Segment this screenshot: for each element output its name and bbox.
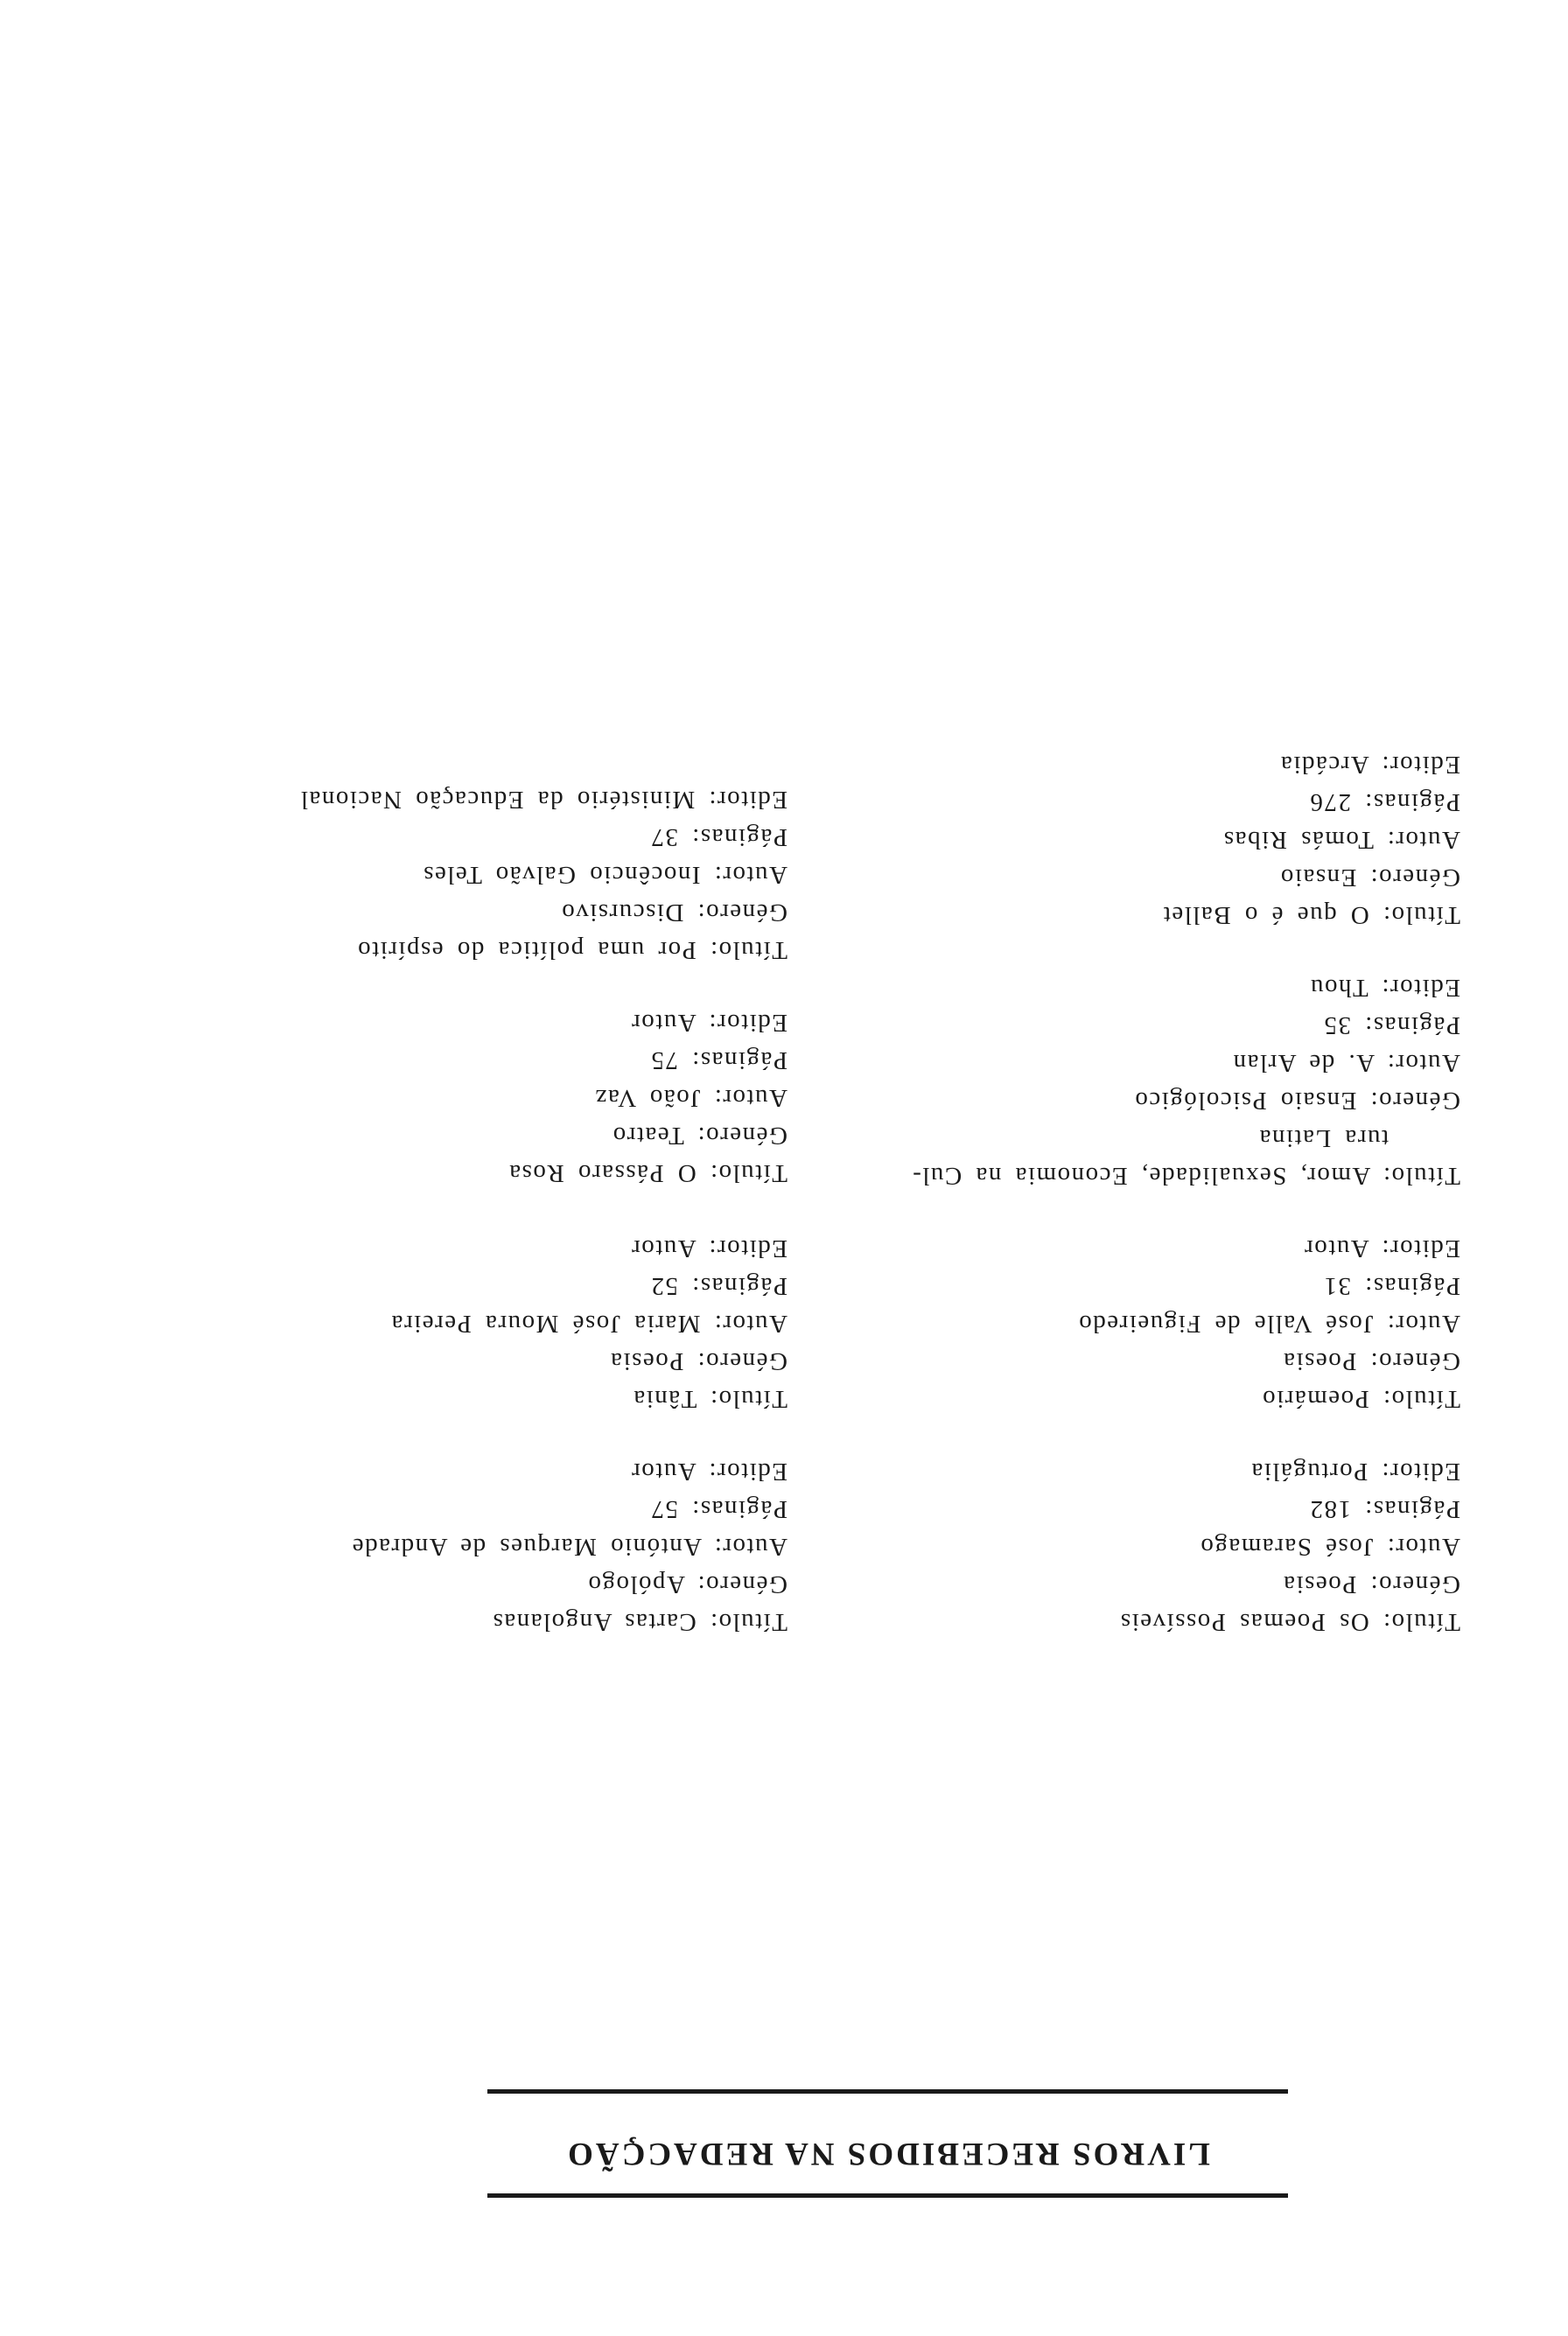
genre-line: Género: Poesia (1282, 1570, 1460, 1598)
book-entry (140, 1452, 788, 1640)
author-line: Autor: Inocêncio Galvão Teles (422, 861, 788, 889)
author-line: Autor: Tomás Ribas (1222, 826, 1460, 854)
book-entry (813, 1452, 1460, 1640)
book-entry (140, 780, 788, 969)
title-line: Título: Cartas Angolanas (492, 1608, 788, 1636)
author-line: Autor: A. de Arlan (1232, 1049, 1460, 1077)
book-entry (140, 1229, 788, 1417)
author-line: Autor: João Vaz (594, 1084, 788, 1112)
title-line: Título: Os Poemas Possíveis (1119, 1608, 1460, 1636)
book-entry (140, 1004, 788, 1192)
title-line: Título: O que é o Ballet (1162, 901, 1460, 929)
genre-line: Género: Teatro (612, 1122, 788, 1150)
title-line: Título: Poemário (1261, 1385, 1460, 1413)
title-line: Título: Por uma política do espírito (356, 936, 788, 964)
pages-line: Páginas: 35 (1322, 1011, 1460, 1039)
title-line: Título: Amor, Sexualidade, Economia na Cul- (911, 1162, 1460, 1190)
publisher-line: Editor: Thou (1309, 974, 1460, 1002)
pages-line: Páginas: 31 (1322, 1272, 1460, 1300)
genre-line: Género: Poesia (609, 1347, 788, 1375)
right-column (140, 745, 788, 1640)
author-line: Autor: Maria José Moura Pereira (390, 1310, 788, 1338)
genre-line: Género: Poesia (1282, 1347, 1460, 1375)
pages-line: Páginas: 182 (1308, 1495, 1460, 1523)
author-line: Autor: António Marques de Andrade (351, 1533, 788, 1561)
publisher-line: Editor: Arcádia (1279, 751, 1460, 779)
publisher-line: Editor: Autor (630, 1009, 788, 1037)
left-column (813, 710, 1460, 1640)
heading-bottom-rule (487, 2089, 1288, 2094)
pages-line: Páginas: 57 (649, 1495, 788, 1523)
publisher-line: Editor: Portugália (1250, 1458, 1460, 1486)
pages-line: Páginas: 52 (649, 1272, 788, 1300)
book-entry (813, 1229, 1460, 1417)
pages-line: Páginas: 37 (649, 823, 788, 851)
publisher-line: Editor: Autor (1303, 1234, 1460, 1262)
author-line: Autor: José Saramago (1199, 1533, 1460, 1561)
publisher-line: Editor: Ministério da Educação Nacional (299, 786, 788, 814)
title-continuation-line: tura Latina (1258, 1124, 1389, 1152)
publisher-line: Editor: Autor (630, 1234, 788, 1262)
genre-line: Género: Apólogo (586, 1570, 788, 1598)
page-heading: LIVROS RECEBIDOS NA REDACÇÃO (565, 2136, 1210, 2172)
heading-top-rule (487, 2193, 1288, 2198)
pages-line: Páginas: 276 (1308, 788, 1460, 816)
genre-line: Género: Ensaio Psicológico (1133, 1087, 1460, 1115)
book-entry (813, 745, 1460, 934)
genre-line: Género: Discursivo (560, 899, 788, 927)
author-line: Autor: José Valle de Figueiredo (1077, 1310, 1460, 1338)
title-line: Título: O Pássaro Rosa (508, 1159, 788, 1187)
pages-line: Páginas: 75 (649, 1046, 788, 1074)
publisher-line: Editor: Autor (630, 1458, 788, 1486)
book-entry (813, 969, 1460, 1194)
title-line: Título: Tânia (632, 1385, 788, 1413)
genre-line: Género: Ensaio (1279, 864, 1460, 892)
